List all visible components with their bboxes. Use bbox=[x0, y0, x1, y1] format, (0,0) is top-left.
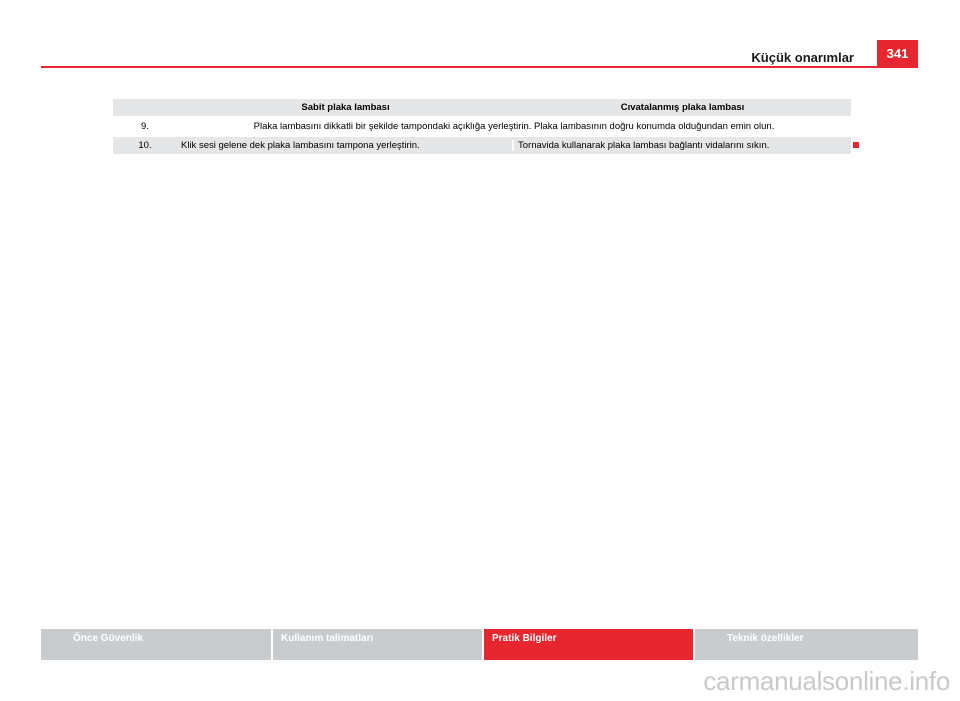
table-row bbox=[113, 116, 851, 135]
step-text-bolted-lamp: Tornavida kullanarak plaka lambası bağlantı vidalarını sıkın. bbox=[518, 140, 770, 151]
header-cell-fixed-lamp: Sabit plaka lambası bbox=[301, 102, 390, 113]
header-cell-bolted-lamp: Cıvatalanmış plaka lambası bbox=[620, 102, 745, 113]
footer-tab-safety[interactable]: Önce Güvenlik bbox=[41, 629, 271, 660]
header-divider bbox=[41, 66, 918, 68]
watermark: carmanualsonline.info bbox=[703, 666, 950, 696]
section-end-marker bbox=[853, 142, 859, 148]
page-number-badge: 341 bbox=[877, 40, 918, 66]
step-number: 10. bbox=[138, 140, 152, 151]
step-text-fixed-lamp: Klik sesi gelene dek plaka lambasını tampona yerleştirin. bbox=[177, 140, 514, 151]
table-row bbox=[113, 135, 851, 154]
step-number: 9. bbox=[141, 121, 149, 132]
footer-tab-practical-info[interactable]: Pratik Bilgiler bbox=[484, 629, 693, 660]
step-text-merged: Plaka lambasını dikkatli bir şekilde tampondaki açıklığa yerleştirin. Plaka lambasının doğru konumda olduğundan emin olun. bbox=[253, 121, 775, 132]
footer-tab-operation[interactable]: Kullanım talimatları bbox=[273, 629, 482, 660]
footer-nav bbox=[41, 629, 918, 660]
table-header-row bbox=[113, 99, 851, 116]
section-title: Küçük onarımlar bbox=[751, 50, 854, 65]
instruction-table bbox=[113, 99, 851, 154]
footer-tab-technical-specs[interactable]: Teknik özellikler bbox=[695, 629, 918, 660]
